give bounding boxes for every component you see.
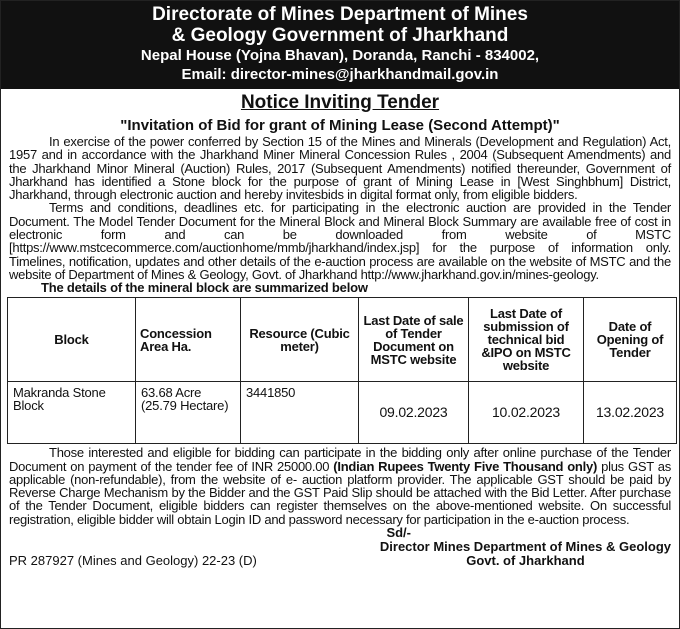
col-header: Last Date of submission of technical bid &IPO on MSTC website	[469, 298, 584, 382]
table-row	[8, 382, 677, 444]
notice-subtitle: "Invitation of Bid for grant of Mining Lease (Second Attempt)"	[120, 117, 560, 134]
col-header: Resource (Cubic meter)	[241, 298, 359, 382]
cell-sale-date: 09.02.2023	[359, 382, 469, 444]
p3-bold: (Indian Rupees Twenty Five Thousand only)	[333, 458, 598, 474]
paragraph-3	[1, 446, 679, 526]
col-header: Block	[8, 298, 136, 382]
col-header: Last Date of sale of Tender Document on MSTC website	[359, 298, 469, 382]
cell-area: 63.68 Acre (25.79 Hectare)	[136, 382, 241, 444]
col-header: Date of Opening of Tender	[584, 298, 677, 382]
signatory-title: Director Mines Department of Mines & Geology	[379, 539, 671, 555]
cell-resource: 3441850	[241, 382, 359, 444]
pr-number: PR 287927 (Mines and Geology) 22-23 (D)	[9, 553, 257, 569]
mineral-block-table	[7, 297, 677, 444]
notice-title-text: Notice Inviting Tender	[240, 92, 440, 113]
paragraph-2: Terms and conditions, deadlines etc. for participating in the electronic auction are provided in the Tender Document. The Model Tender Document for the Mineral Block and Mineral Block Summary are available free of cost in electronic form and can be downloaded from website of MSTC [https://www.mstcecommerce.com/auctionhome/mmb/jharkhand/index.jsp] for the purpose of information only. Timelines, notification, updates and other details of the e-auction process are available on the website of MSTC and the website of Department of Mines & Geology, Govt. of Jharkhand http://www.jharkhand.gov.in/mines-geology.	[9, 200, 671, 282]
header-email: Email: director-mines@jharkhandmail.gov.in	[181, 66, 499, 83]
p3-text-2: plus GST as applicable (non-refundable), from the website of e- auction platform provider. The applicable GST should be paid by Reverse Charge Mechanism by the Bidder and the GST Paid Slip should be attached with the Bid Letter. After purchase of the Tender Document, eligible bidders can register themselves on the above-mentioned website. On successful registration, eligible bidder will obtain Login ID and password necessary for participation in the e-auction process.	[9, 458, 671, 527]
cell-submission-date: 10.02.2023	[469, 382, 584, 444]
signatory-org: Govt. of Jharkhand	[466, 553, 585, 569]
paragraph-1: In exercise of the power conferred by Section 15 of the Mines and Minerals (Development and Regulation) Act, 1957 and in accordance with the Jharkhand Miner Mineral Concession Rules , 2004 (Subsequent Amendments) and the Jharkhand Minor Mineral (Auction) Rules, 2017 (Subsequent Amendments) notified thereunder, Government of Jharkhand has identified a Stone block for the purpose of grant of Mining Lease in [West Singhbhum] District, Jharkhand, through electronic auction and hereby invitesbids in digital format only, from eligible bidders.	[9, 134, 671, 203]
header-line-2: & Geology Government of Jharkhand	[171, 25, 509, 46]
col-header: Concession Area Ha.	[136, 298, 241, 382]
header-address: Nepal House (Yojna Bhavan), Doranda, Ranchi - 834002,	[140, 47, 540, 64]
notice-title	[1, 92, 679, 114]
signature: Sd/-	[386, 525, 411, 541]
footer	[1, 540, 679, 568]
header-line-1: Directorate of Mines Department of Mines	[152, 4, 528, 25]
signatory	[380, 540, 671, 568]
cell-opening-date: 13.02.2023	[584, 382, 677, 444]
table-header-row	[8, 298, 677, 382]
cell-block: Makranda Stone Block	[8, 382, 136, 444]
header-band	[1, 1, 679, 89]
summary-heading: The details of the mineral block are summarized below	[41, 280, 368, 296]
p3-text: Those interested and eligible for bidding can participate in the bidding only after online purchase of the Tender Document on payment of the tender fee of INR 25000.00	[9, 445, 671, 474]
